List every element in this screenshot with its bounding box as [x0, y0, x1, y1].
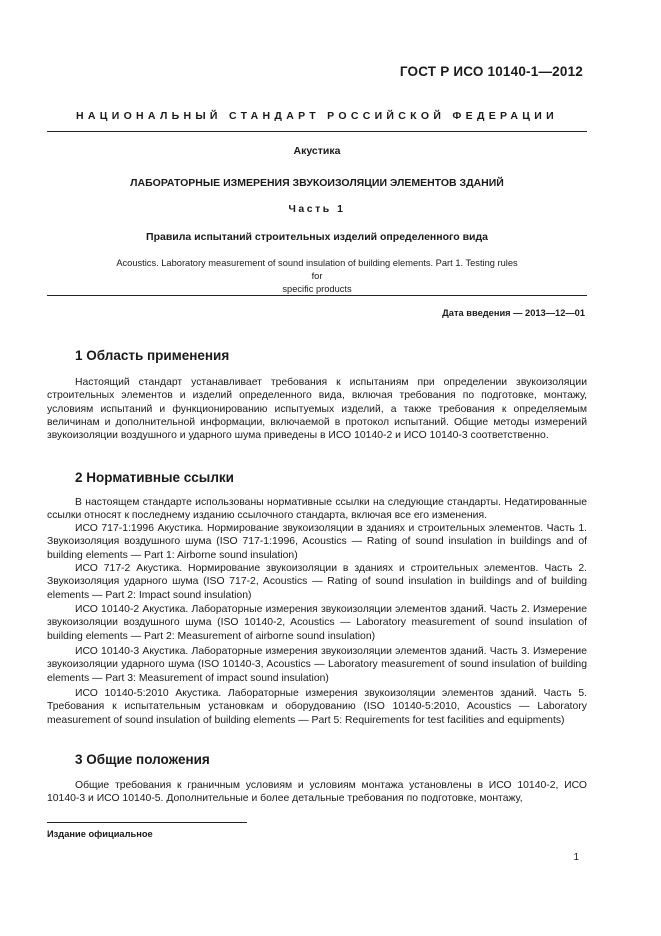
introduction-date: Дата введения — 2013—12—01 — [442, 308, 585, 318]
document-title: ЛАБОРАТОРНЫЕ ИЗМЕРЕНИЯ ЗВУКОИЗОЛЯЦИИ ЭЛЕМЕНТОВ ЗДАНИЙ — [130, 177, 504, 189]
section-heading: 2 Нормативные ссылки — [75, 470, 234, 485]
english-title — [110, 257, 524, 296]
official-edition-label: Издание официальное — [47, 829, 153, 839]
paragraph: ИСО 717-2 Акустика. Нормирование звукоизоляции в зданиях и строительных элементов. Часть 2. Звукоизоляция ударного шума (ISO 717-2, Acoustics — Rating of sound insulation in buildings and of building elements — Part 2: Impact sound insulation) — [47, 563, 587, 601]
section-heading: 3 Общие положения — [75, 752, 210, 767]
section-heading: 1 Область применения — [75, 348, 230, 363]
paragraph: Настоящий стандарт устанавливает требования к испытаниям при определении звукоизоляции строительных элементов и изделий определенного вида, включая требования по подготовке, монтажу, условиям испытаний и функционированию испытуемых изделий, а также требования к определяемым величинам и дополнительной информации, включаемой в протокол испытаний. Общие методы измерений звукоизоляции воздушного и ударного шума приведены в ИСО 10140-2 и ИСО 10140-3 соответственно. — [47, 377, 587, 442]
national-standard-banner: НАЦИОНАЛЬНЫЙ СТАНДАРТ РОССИЙСКОЙ ФЕДЕРАЦИИ — [76, 110, 558, 122]
header-divider — [47, 131, 587, 132]
paragraph: ИСО 10140-2 Акустика. Лабораторные измерения звукоизоляции элементов зданий. Часть 2. Измерение звукоизоляции воздушного шума (ISO 10140-2, Acoustics — Laboratory measurement of sound insulation of building elements — Part 2: Measurement of airborne sound insulation) — [47, 604, 587, 642]
title-divider — [47, 295, 587, 296]
document-subject: Акустика — [293, 145, 341, 157]
page-number: 1 — [573, 852, 579, 863]
footnote-divider — [47, 822, 247, 823]
paragraph: В настоящем стандарте использованы нормативные ссылки на следующие стандарты. Недатированные ссылки относят к последнему изданию ссылочного стандарта, включая все его изменения. — [47, 497, 587, 522]
document-subtitle: Правила испытаний строительных изделий определенного вида — [146, 231, 488, 243]
paragraph: ИСО 717-1:1996 Акустика. Нормирование звукоизоляции в зданиях и строительных элементов. Часть 1. Звукоизоляция воздушного шума (ISO 717-1:1996, Acoustics — Rating of sound insulation in buildings and of building elements — Part 1: Airborne sound insulation) — [47, 523, 587, 561]
paragraph: ИСО 10140-5:2010 Акустика. Лабораторные измерения звукоизоляции элементов зданий. Часть 5. Требования к испытательным установкам и оборудованию (ISO 10140-5:2010, Acoustics — Laboratory measurement of sound insulation of building elements — Part 5: Requirements for test facilities and equipments) — [47, 688, 587, 726]
english-title-line: Acoustics. Laboratory measurement of sound insulation of building elements. Part 1. Testing rules for — [116, 258, 518, 281]
part-label: Часть 1 — [288, 203, 346, 215]
document-number: ГОСТ Р ИСО 10140-1—2012 — [399, 64, 583, 79]
paragraph: ИСО 10140-3 Акустика. Лабораторные измерения звукоизоляции элементов зданий. Часть 3. Измерение звукоизоляции ударного шума (ISO 10140-3, Acoustics — Laboratory measurement of sound insulation of building elements — Part 3: Measurement of impact sound insulation) — [47, 646, 587, 684]
english-title-line: specific products — [282, 284, 352, 294]
paragraph: Общие требования к граничным условиям и условиям монтажа установлены в ИСО 10140-2, ИСО 10140-3 и ИСО 10140-5. Дополнительные и более детальные требования по подготовке, монтажу, — [47, 780, 587, 805]
